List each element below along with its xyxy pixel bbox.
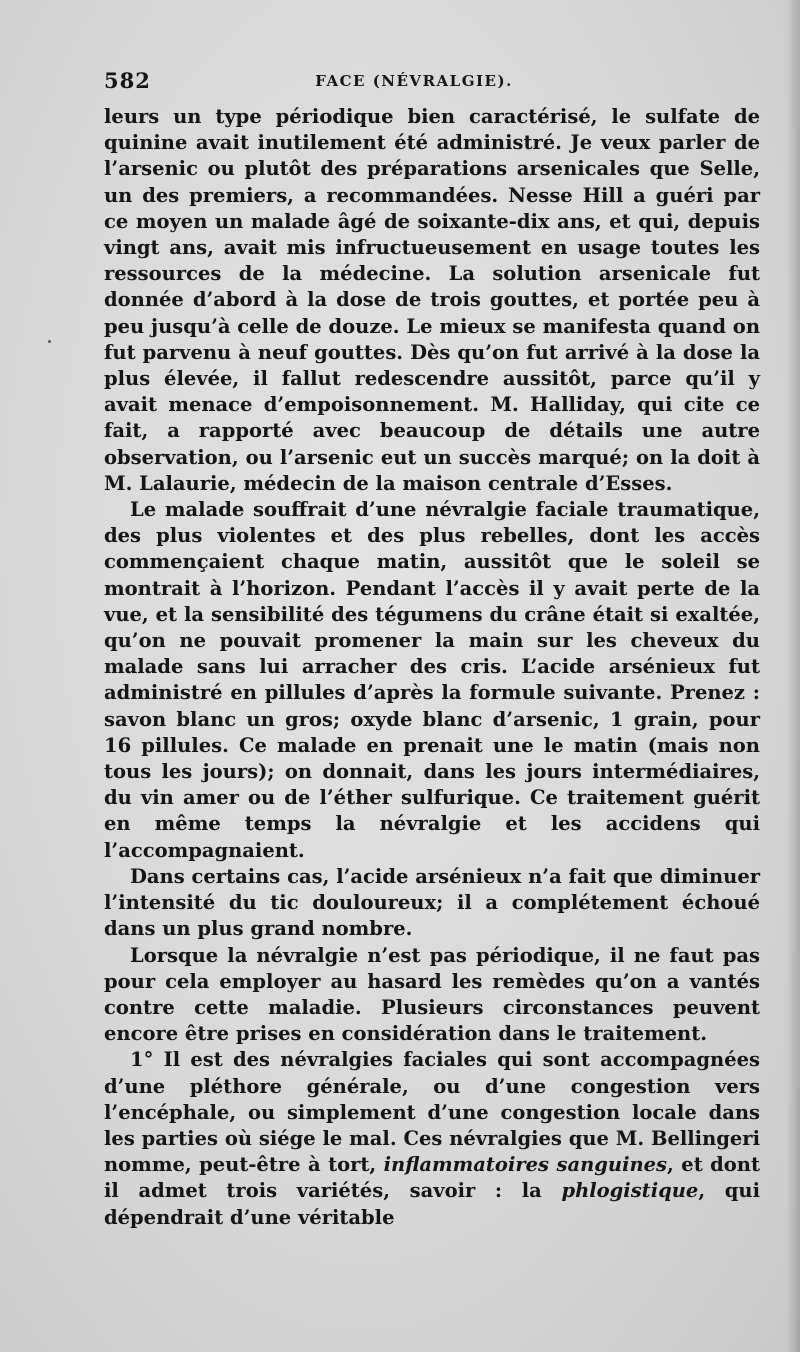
text-segment: , qui dépendrait d’une véritable (104, 1179, 760, 1229)
paragraph-1 (104, 104, 760, 497)
text-segment: leurs un type périodique bien caractérisé, le sulfate de quinine avait inutilement été administré. Je veux parler de l’arsenic ou plutôt des préparations arsenicales que Selle, un des premiers, a recommandées. Nesse Hill a guéri par ce moyen un malade âgé de soixante-dix ans, et qui, depuis vingt ans, avait mis infructueusement en usage toutes les ressources de la médecine. La solution arsenicale fut donnée d’abord à la dose de trois gouttes, et portée peu à peu jusqu’à celle de douze. Le mieux se manifesta quand on fut parvenu à neuf gouttes. Dès qu’on fut arrivé à la dose la plus élevée, il fallut redescendre aussitôt, parce qu’il y avait menace d’empoisonnement. M. Halliday, qui cite ce fait, a rapporté avec beaucoup de détails une autre observation, ou l’arsenic eut un succès marqué; on la doit à M. Lalaurie, médecin de la maison centrale d’Esses. (104, 105, 760, 495)
running-title: FACE (NÉVRALGIE). (315, 72, 513, 90)
paragraph-3 (104, 864, 760, 943)
text-segment: Lorsque la névralgie n’est pas périodique, il ne faut pas pour cela employer au hasard les remèdes qu’on a vantés contre cette maladie. Plusieurs circonstances peuvent encore être prises en considération dans le traitement. (104, 943, 760, 1046)
page-edge-shadow (786, 0, 800, 1352)
text-segment: Le malade souffrait d’une névralgie faciale traumatique, des plus violentes et des plus rebelles, dont les accès commençaient chaque matin, aussitôt que le soleil se montrait à l’horizon. Pendant l’accès il y avait perte de la vue, et la sensibilité des tégumens du crâne était si exaltée, qu’on ne pouvait promener la main sur les cheveux du malade sans lui arracher des cris. L’acide arsénieux fut administré en pillules d’après la formule suivante. Prenez : savon blanc un gros; oxyde blanc d’arsenic, 1 grain, pour 16 pillules. Ce malade en prenait une le matin (mais non tous les jours); on donnait, dans les jours intermédiaires, du vin amer ou de l’éther sulfurique. Ce traitement guérit en même temps la névralgie et les accidens qui l’accompagnaient. (104, 498, 760, 862)
text-segment: , et dont il admet trois variétés, savoir : la (104, 1153, 760, 1203)
paragraph-2 (104, 497, 760, 864)
paragraph-4 (104, 943, 760, 1048)
margin-speck (48, 340, 51, 343)
text-segment: Dans certains cas, l’acide arsénieux n’a fait que diminuer l’intensité du tic douloureux; il a complétement échoué dans un plus grand nombre. (104, 864, 760, 941)
text-segment: 1° Il est des névralgies faciales qui sont accompagnées d’une pléthore générale, ou d’une congestion vers l’encéphale, ou simplement d’une congestion locale dans les parties où siége le mal. Ces névralgies que M. Bellingeri nomme, peut-être à tort, (104, 1048, 760, 1177)
paragraph-5 (104, 1047, 760, 1230)
italic-term: phlogistique (561, 1179, 699, 1203)
running-head (104, 68, 764, 102)
page-number: 582 (104, 68, 151, 93)
body-text (104, 104, 760, 1231)
italic-term: inflammatoires sanguines (383, 1153, 668, 1177)
